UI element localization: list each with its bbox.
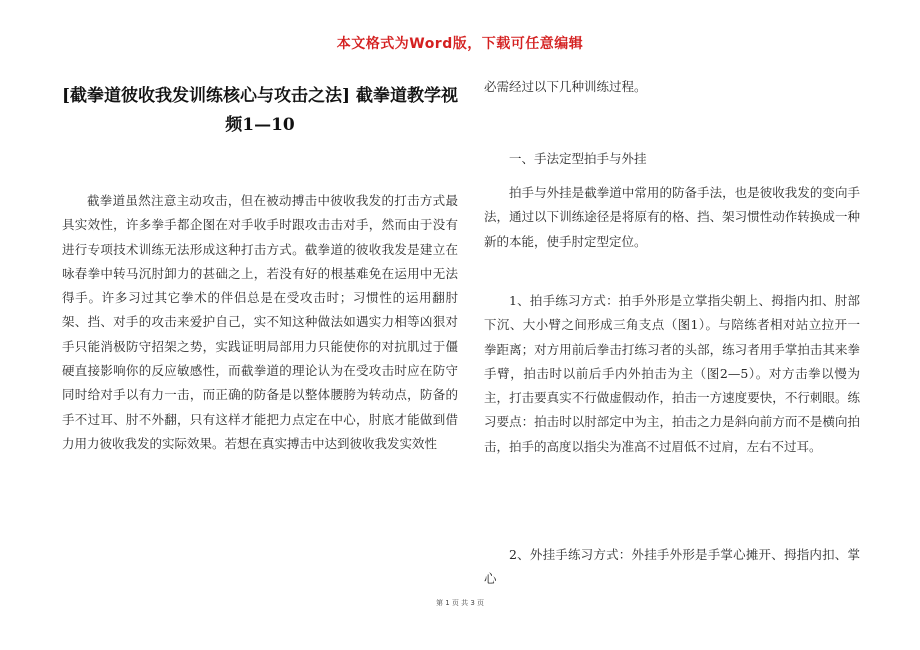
continuation-text: 必需经过以下几种训练过程。 <box>484 79 647 94</box>
outer-hook-exercise-paragraph: 2、外挂手练习方式：外挂手外形是手掌心摊开、拇指内扣、掌心 <box>484 547 860 587</box>
section-paragraph: 拍手与外挂是截拳道中常用的防备手法，也是彼收我发的变向手法，通过以下训练途径是将原有的格、挡、架习惯性动作转换成一种新的本能，使手肘定型定位。 <box>484 185 860 249</box>
page-number: 第 1 页 共 3 页 <box>435 599 485 607</box>
section-heading: 一、手法定型拍手与外挂 <box>509 151 647 166</box>
intro-paragraph: 截拳道虽然注意主动攻击，但在被动搏击中彼收我发的打击方式最具实效性，许多拳手都企图在对手收手时跟攻击击对手，然而由于没有进行专项技术训练无法形成这种打击方式。截拳道的彼收我发是建立在咏春拳中转马沉肘卸力的甚础之上，若没有好的根基难免在运用中无法得手。许多习过其它拳术的伴侣总是在受攻击时；习惯性的运用翻肘架、挡、对手的攻击来爱护自己，实不知这种做法如遇实力相等凶狠对手只能消极防守招架之势，实践证明局部用力只能使你的对抗肌过于僵硬直接影响你的反应敏感性，而截拳道的理论认为在受攻击时应在防守同时给对手以有力一击，而正确的防备是以整体腰胯为转动点，防备的手不过耳、肘不外翻，只有这样才能把力点定在中心，肘底才能做到借力用力彼收我发的实际效果。若想在真实搏击中达到彼收我发实效性 <box>62 193 458 451</box>
document-banner: 本文格式为Word版，下载可任意编辑 <box>336 36 584 52</box>
pat-hand-exercise-paragraph: 1、拍手练习方式：拍手外形是立掌指尖朝上、拇指内扣、肘部下沉、大小臂之间形成三角支点（图1）。与陪练者相对站立拉开一拳距离；对方用前后拳击打练习者的头部，练习者用手掌拍击其来拳手臂，拍击时以前后手内外拍击为主（图2—5）。对方击拳以慢为主，打击要真实不行做虚假动作，拍击一方速度要快，不行刺眼。练习要点：拍击时以肘部定中为主，拍击之力是斜向前方而不是横向拍击，拍手的高度以指尖为准高不过眉低不过肩，左右不过耳。 <box>484 293 860 454</box>
page-title: [截拳道彼收我发训练核心与攻击之法] 截拳道教学视频1—10 <box>62 86 459 135</box>
